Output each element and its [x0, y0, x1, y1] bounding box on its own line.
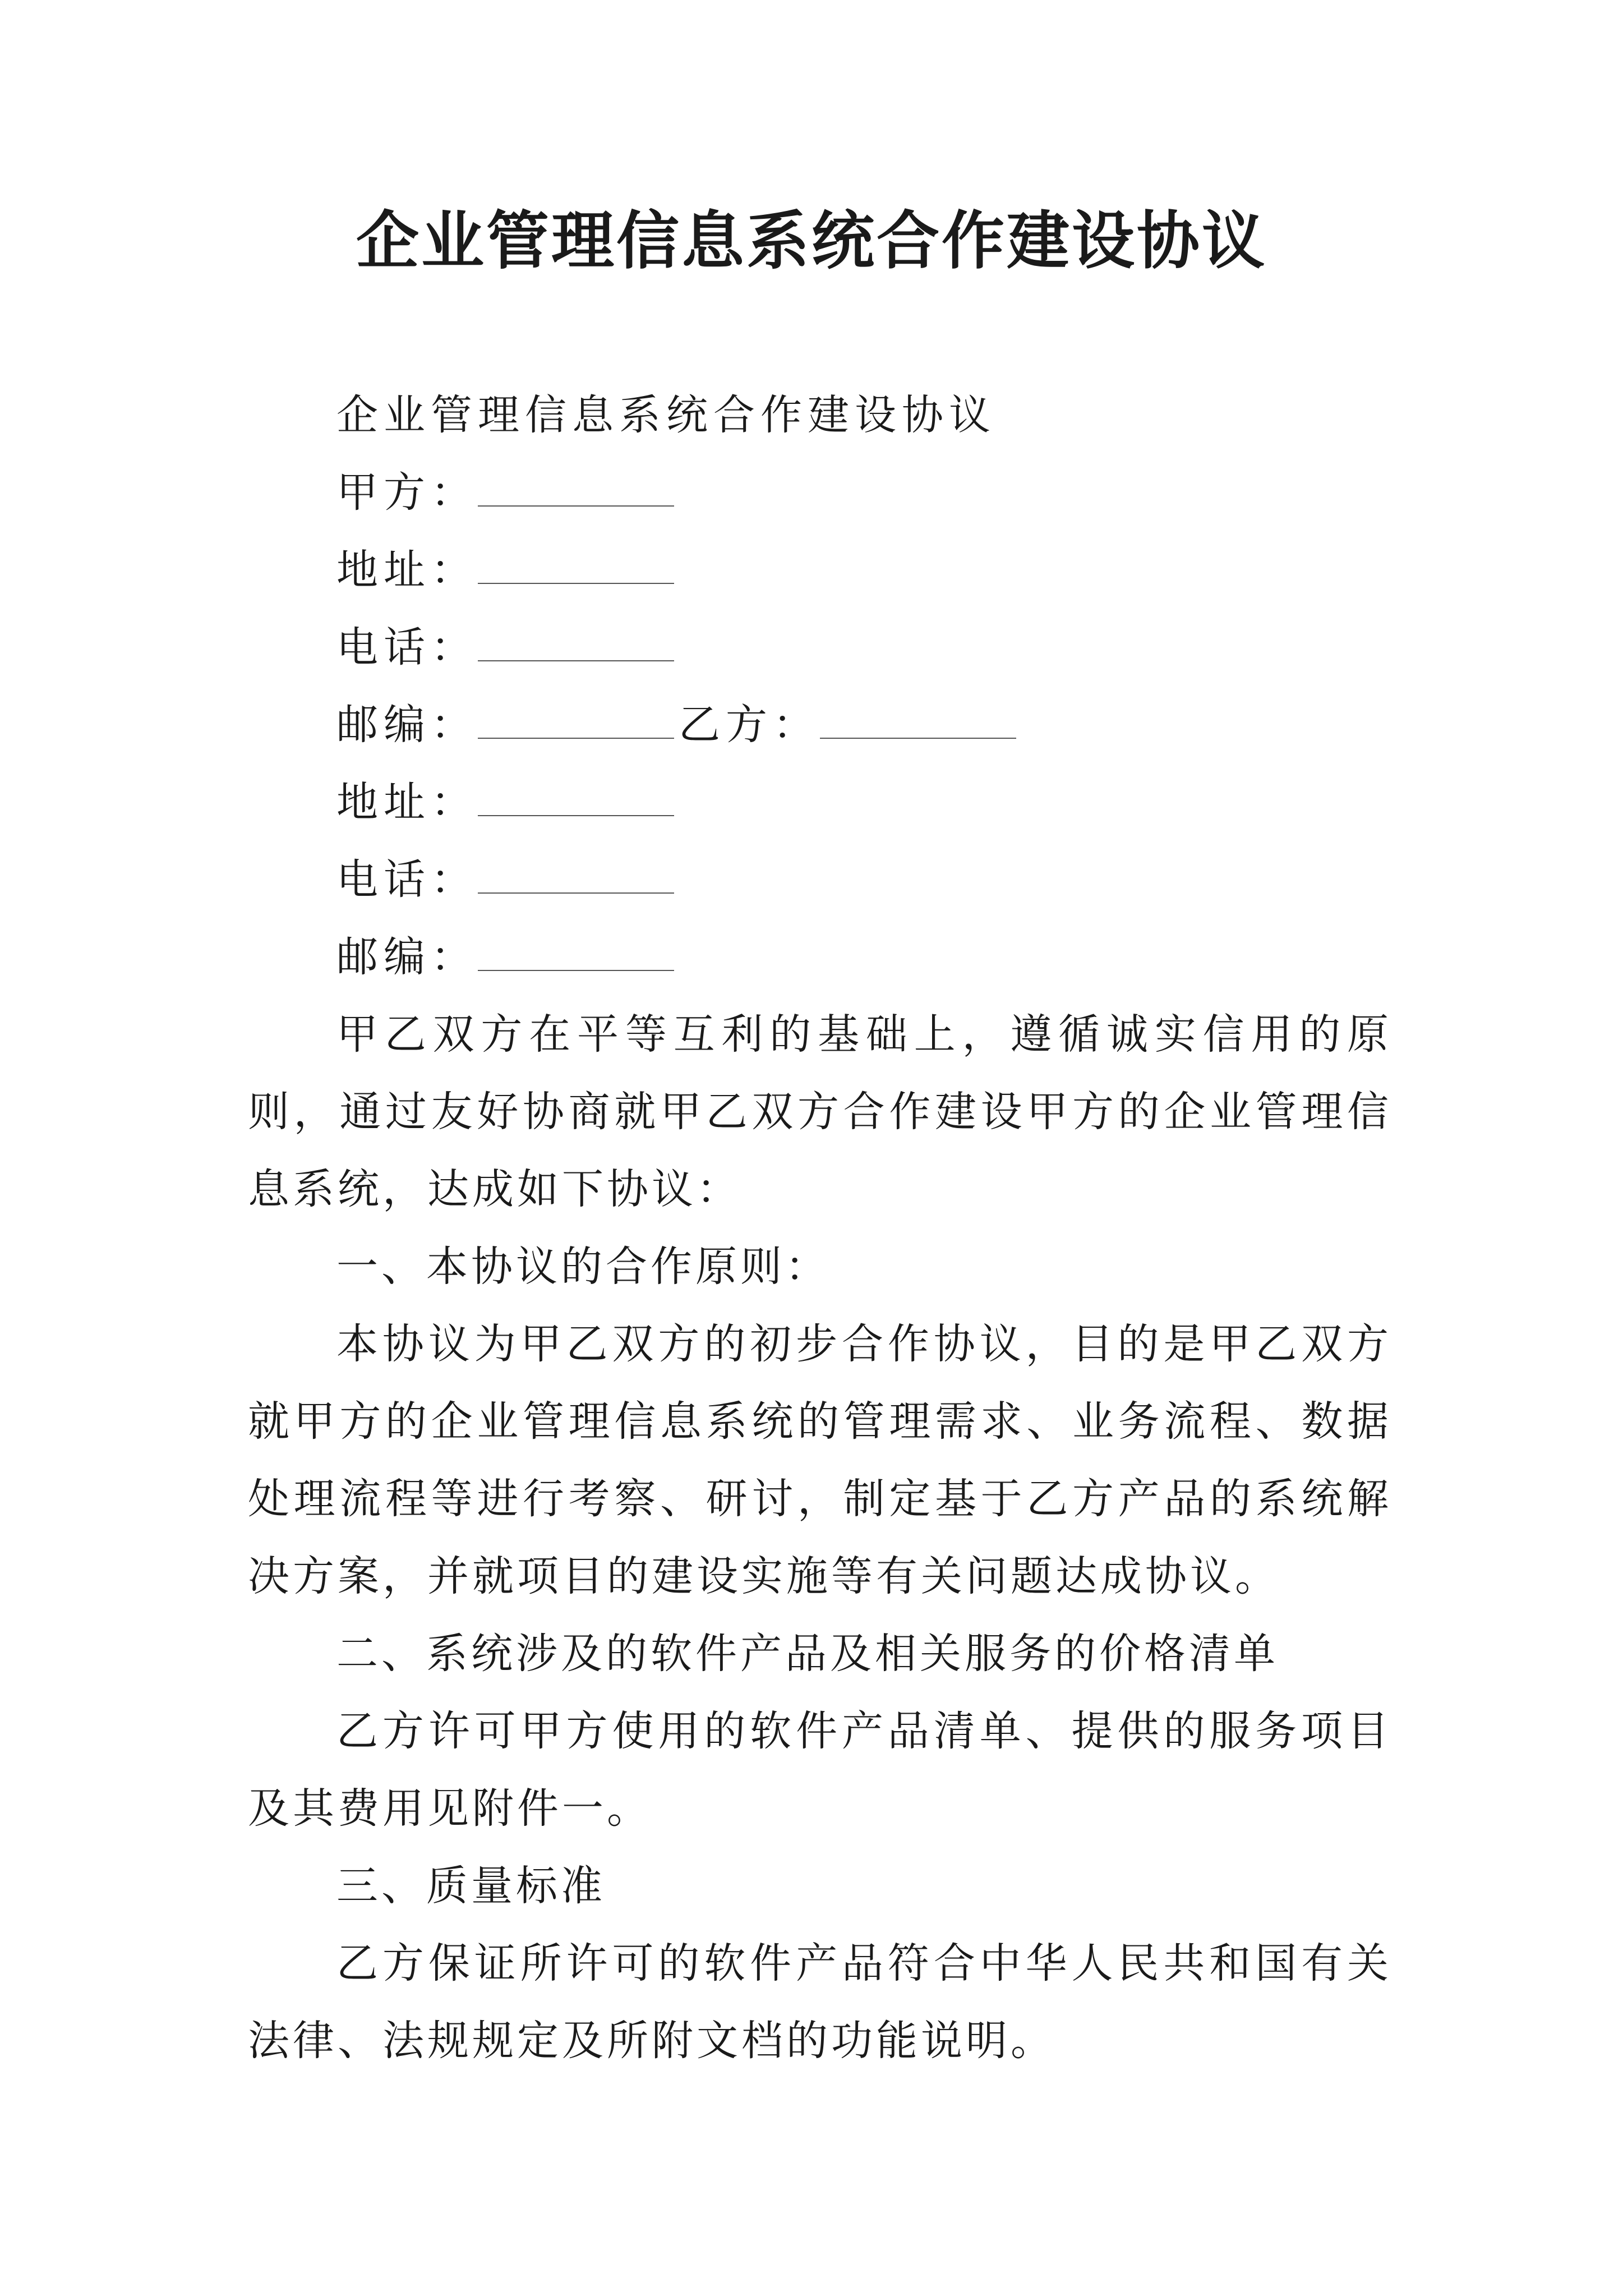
section-3-heading: 三、质量标准: [336, 1862, 606, 1910]
section-2-body: 乙方许可甲方使用的软件产品清单、提供的服务项目及其费用见附件一。: [248, 1707, 1392, 1833]
section-3-body: 乙方保证所许可的软件产品符合中华人民共和国有关法律、法规规定及所附文档的功能说明。: [248, 1939, 1392, 2065]
party-a-name-label: 甲方：: [336, 468, 478, 517]
party-a-address-label: 地址：: [336, 546, 478, 594]
party-a-postcode-blank: [478, 698, 674, 739]
document-title: 企业管理信息系统合作建设协议: [356, 204, 1267, 278]
section-1-heading: 一、本协议的合作原则：: [336, 1243, 830, 1291]
party-b-name-label: 乙方：: [679, 701, 820, 749]
document-subtitle: 企业管理信息系统合作建设协议: [336, 391, 996, 439]
section-2-heading: 二、系统涉及的软件产品及相关服务的价格清单: [336, 1630, 1279, 1678]
party-b-address-line: [336, 774, 679, 830]
party-a-name-line: [336, 464, 679, 521]
party-a-phone-label: 电话：: [336, 623, 478, 671]
party-b-name-blank: [820, 698, 1016, 739]
party-b-phone-line: [336, 852, 679, 908]
party-b-postcode-line: [336, 929, 679, 985]
section-1-body: 本协议为甲乙双方的初步合作协议，目的是甲乙双方就甲方的企业管理信息系统的管理需求、业务流程、数据处理流程等进行考察、研讨，制定基于乙方产品的系统解决方案，并就项目的建设实施等有关问题达成协议。: [248, 1320, 1392, 1600]
party-a-name-blank: [478, 466, 674, 507]
party-a-phone-blank: [478, 621, 674, 661]
party-a-phone-line: [336, 619, 679, 675]
party-b-phone-label: 电话：: [336, 855, 478, 904]
party-a-address-blank: [478, 544, 674, 584]
party-a-postcode-label: 邮编：: [336, 701, 478, 749]
party-a-postcode-line: [336, 697, 1021, 753]
party-b-address-label: 地址：: [336, 778, 478, 826]
party-b-phone-blank: [478, 853, 674, 894]
party-b-address-blank: [478, 776, 674, 816]
party-a-address-line: [336, 542, 679, 598]
party-b-postcode-blank: [478, 931, 674, 971]
party-b-postcode-label: 邮编：: [336, 933, 478, 981]
preamble-paragraph: 甲乙双方在平等互利的基础上，遵循诚实信用的原则，通过友好协商就甲乙双方合作建设甲方的企业管理信息系统，达成如下协议：: [248, 1010, 1392, 1213]
